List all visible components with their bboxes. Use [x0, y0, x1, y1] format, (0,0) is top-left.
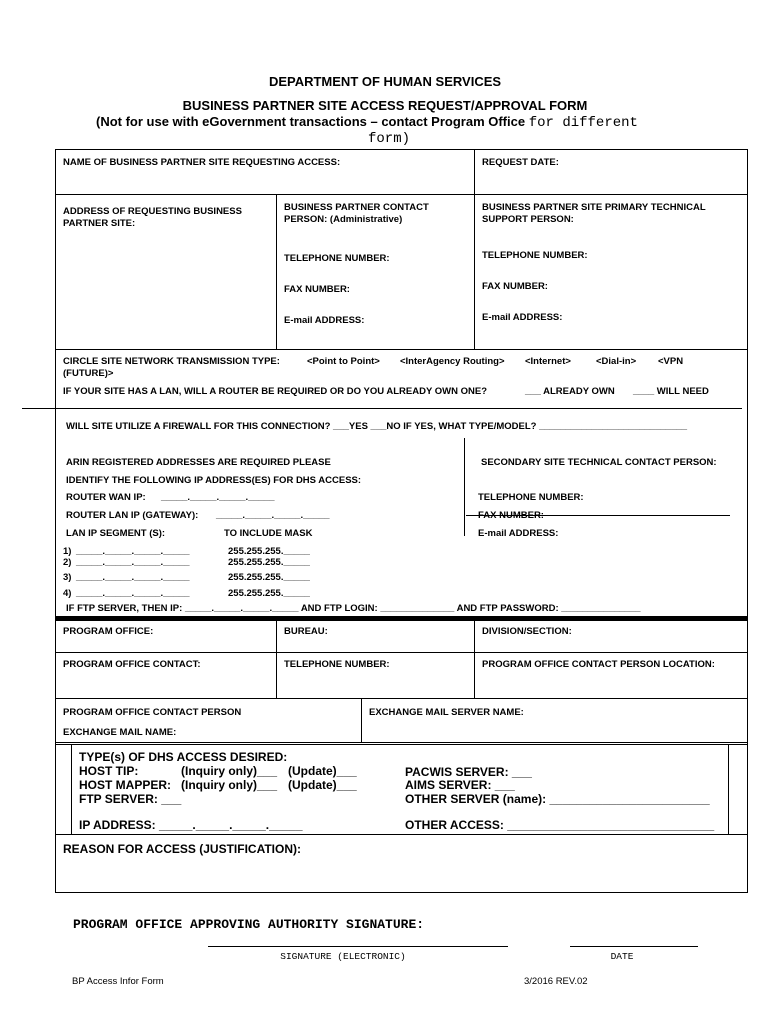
option-internet[interactable]: <Internet> — [525, 356, 571, 367]
router-wan-label: ROUTER WAN IP: — [66, 492, 146, 503]
option-vpn-future: (FUTURE)> — [63, 368, 114, 379]
divider — [474, 620, 475, 698]
form-bottom-border — [55, 892, 748, 893]
signature-caption: SIGNATURE (ELECTRONIC) — [280, 951, 406, 962]
divider — [55, 744, 748, 745]
secondary-email-label: E-mail ADDRESS: — [478, 528, 559, 539]
already-own-option[interactable]: ___ ALREADY OWN — [525, 386, 615, 397]
segment-3-ip-field[interactable]: _____._____._____._____ — [76, 572, 190, 583]
segment-1-ip-field[interactable]: _____._____._____._____ — [76, 546, 190, 557]
divider — [55, 194, 748, 195]
segment-3-mask-field[interactable]: 255.255.255._____ — [228, 572, 310, 583]
admin-telephone-label: TELEPHONE NUMBER: — [284, 253, 390, 264]
segment-1-mask-field[interactable]: 255.255.255._____ — [228, 546, 310, 557]
secondary-telephone-label: TELEPHONE NUMBER: — [478, 492, 584, 503]
secondary-contact-label: SECONDARY SITE TECHNICAL CONTACT PERSON: — [481, 457, 717, 468]
segment-1-number: 1) — [63, 546, 72, 557]
ftp-server-line[interactable]: IF FTP SERVER, THEN IP: _____._____._____._____ AND FTP LOGIN: ______________ AND FTP PASSWORD: _______________ — [66, 603, 641, 614]
program-office-label: PROGRAM OFFICE: — [63, 626, 154, 637]
program-contact-person-label: PROGRAM OFFICE CONTACT PERSON — [63, 707, 242, 718]
admin-email-label: E-mail ADDRESS: — [284, 315, 365, 326]
segment-4-ip-field[interactable]: _____._____._____._____ — [76, 588, 190, 599]
footer-revision: 3/2016 REV.02 — [524, 976, 588, 987]
form-right-border — [747, 149, 748, 893]
option-vpn[interactable]: <VPN — [658, 356, 684, 367]
host-mapper-label: HOST MAPPER: — [79, 778, 172, 792]
ftp-server-option[interactable]: FTP SERVER: ___ — [79, 792, 182, 806]
reason-label: REASON FOR ACCESS (JUSTIFICATION): — [63, 842, 302, 856]
other-server-field[interactable]: OTHER SERVER (name): ________________________ — [405, 792, 710, 806]
admin-contact-label: BUSINESS PARTNER CONTACT PERSON: (Administrative) — [284, 202, 429, 225]
subtitle-mono-1: for different — [528, 115, 638, 131]
router-wan-field[interactable]: _____._____._____._____ — [161, 492, 275, 503]
request-date-label: REQUEST DATE: — [482, 157, 559, 168]
contact-location-label: PROGRAM OFFICE CONTACT PERSON LOCATION: — [482, 659, 715, 670]
include-mask-label: TO INCLUDE MASK — [224, 528, 313, 539]
transmission-type-label: CIRCLE SITE NETWORK TRANSMISSION TYPE: — [63, 356, 280, 367]
segment-4-mask-field[interactable]: 255.255.255._____ — [228, 588, 310, 599]
program-telephone-label: TELEPHONE NUMBER: — [284, 659, 390, 670]
router-lan-field[interactable]: _____._____._____._____ — [216, 510, 330, 521]
approving-authority-heading: PROGRAM OFFICE APPROVING AUTHORITY SIGNATURE: — [73, 917, 425, 932]
form-title: BUSINESS PARTNER SITE ACCESS REQUEST/APPROVAL FORM — [182, 98, 588, 113]
segment-2-mask-field[interactable]: 255.255.255._____ — [228, 557, 310, 568]
segment-3-number: 3) — [63, 572, 72, 583]
pacwis-server-option[interactable]: PACWIS SERVER: ___ — [405, 765, 532, 779]
other-access-field[interactable]: OTHER ACCESS: _______________________________ — [405, 818, 715, 832]
tech-telephone-label: TELEPHONE NUMBER: — [482, 250, 588, 261]
tech-fax-label: FAX NUMBER: — [482, 281, 548, 292]
subtitle-mono-2: form) — [368, 131, 411, 147]
ip-address-field[interactable]: IP ADDRESS: _____._____._____._____ — [79, 818, 303, 832]
divider — [55, 834, 748, 835]
aims-server-option[interactable]: AIMS SERVER: ___ — [405, 778, 515, 792]
access-types-label: TYPE(s) OF DHS ACCESS DESIRED: — [79, 750, 288, 764]
subtitle-bold: (Not for use with eGovernment transactions – contact Program Office — [96, 114, 526, 129]
divider — [276, 194, 277, 349]
host-tip-update[interactable]: (Update)___ — [288, 764, 357, 778]
address-label: ADDRESS OF REQUESTING BUSINESS PARTNER SITE: — [63, 206, 242, 229]
divider — [22, 408, 742, 409]
option-dial-in[interactable]: <Dial-in> — [596, 356, 637, 367]
divider — [55, 652, 748, 653]
divider — [474, 149, 475, 349]
option-point-to-point[interactable]: <Point to Point> — [307, 356, 380, 367]
host-mapper-update[interactable]: (Update)___ — [288, 778, 357, 792]
firewall-question: WILL SITE UTILIZE A FIREWALL FOR THIS CONNECTION? ___YES ___NO IF YES, WHAT TYPE/MODEL? ____________________________ — [66, 421, 688, 432]
segment-4-number: 4) — [63, 588, 72, 599]
signature-line — [208, 946, 508, 947]
divider — [55, 698, 748, 699]
lan-router-question: IF YOUR SITE HAS A LAN, WILL A ROUTER BE REQUIRED OR DO YOU ALREADY OWN ONE? — [63, 386, 488, 397]
date-caption: DATE — [610, 951, 634, 962]
program-office-contact-label: PROGRAM OFFICE CONTACT: — [63, 659, 201, 670]
divider — [55, 349, 748, 350]
footer-form-name: BP Access Infor Form — [72, 976, 164, 987]
exchange-server-label: EXCHANGE MAIL SERVER NAME: — [369, 707, 524, 718]
form-subtitle — [96, 114, 638, 131]
will-need-option[interactable]: ____ WILL NEED — [633, 386, 709, 397]
form-left-border — [55, 149, 56, 893]
segment-2-ip-field[interactable]: _____._____._____._____ — [76, 557, 190, 568]
divider — [276, 620, 277, 698]
divider — [71, 744, 72, 834]
host-mapper-inquiry[interactable]: (Inquiry only)___ — [181, 778, 278, 792]
lan-segment-label: LAN IP SEGMENT (S): — [66, 528, 166, 539]
tech-contact-label: BUSINESS PARTNER SITE PRIMARY TECHNICAL SUPPORT PERSON: — [482, 202, 706, 225]
host-tip-label: HOST TIP: — [79, 764, 139, 778]
segment-2-number: 2) — [63, 557, 72, 568]
secondary-fax-label — [478, 510, 544, 522]
divider — [464, 438, 465, 536]
site-name-label: NAME OF BUSINESS PARTNER SITE REQUESTING ACCESS: — [63, 157, 341, 168]
date-line — [570, 946, 698, 947]
divider — [361, 698, 362, 742]
host-tip-inquiry[interactable]: (Inquiry only)___ — [181, 764, 278, 778]
bureau-label: BUREAU: — [284, 626, 328, 637]
divider — [728, 744, 729, 834]
arin-note: ARIN REGISTERED ADDRESSES ARE REQUIRED PLEASE — [66, 457, 331, 468]
thick-divider — [55, 616, 748, 621]
admin-fax-label: FAX NUMBER: — [284, 284, 350, 295]
identify-ip-note: IDENTIFY THE FOLLOWING IP ADDRESS(ES) FOR DHS ACCESS: — [66, 475, 362, 486]
divider — [55, 742, 748, 743]
tech-email-label: E-mail ADDRESS: — [482, 312, 563, 323]
exchange-mail-name-label: EXCHANGE MAIL NAME: — [63, 727, 177, 738]
router-lan-label: ROUTER LAN IP (GATEWAY): — [66, 510, 199, 521]
option-interagency-routing[interactable]: <InterAgency Routing> — [400, 356, 505, 367]
department-title: DEPARTMENT OF HUMAN SERVICES — [268, 74, 502, 89]
division-section-label: DIVISION/SECTION: — [482, 626, 572, 637]
divider — [466, 515, 730, 516]
form-top-border — [55, 149, 748, 150]
